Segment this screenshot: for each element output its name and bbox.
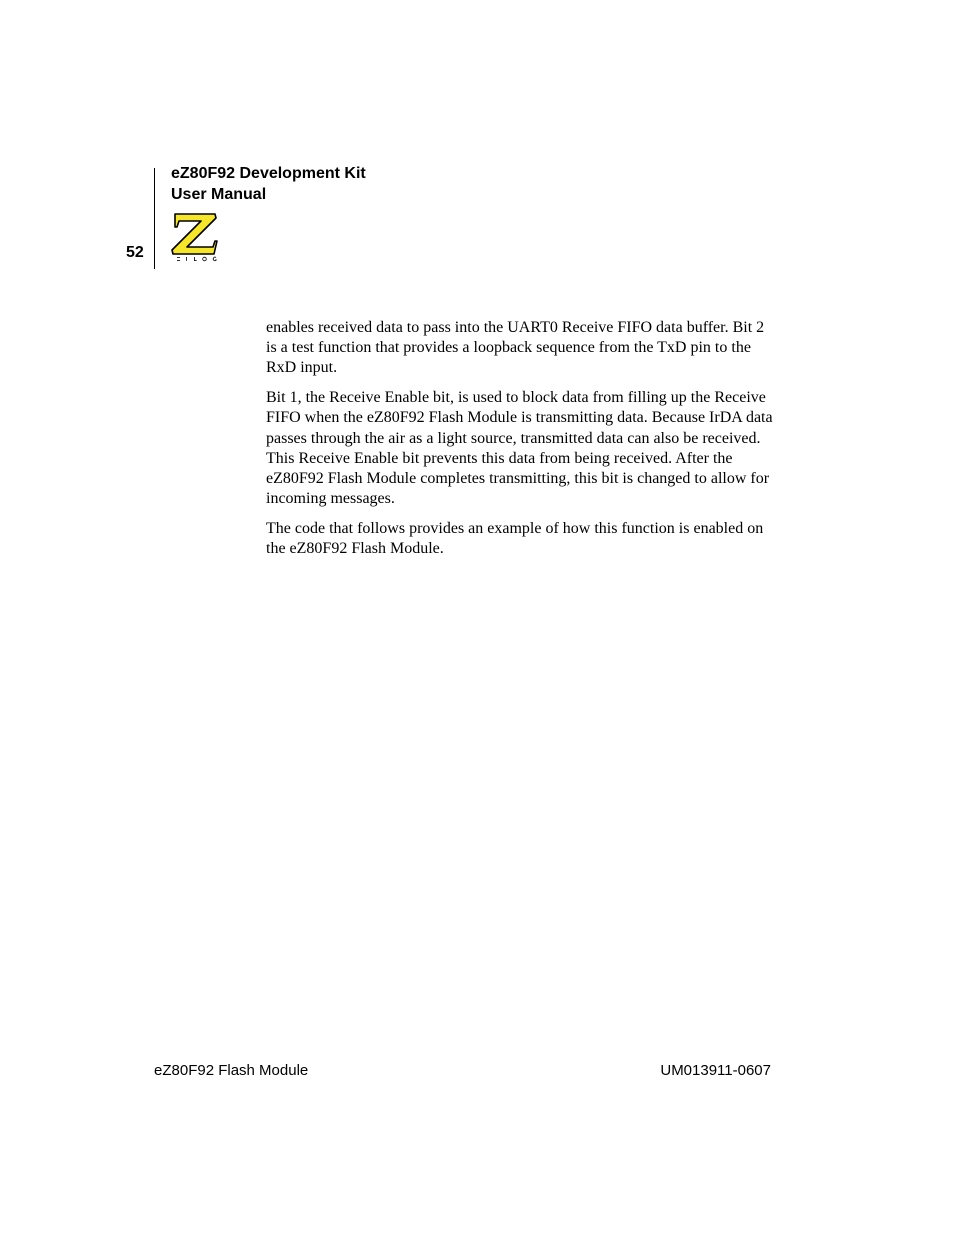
document-title-line2: User Manual (171, 186, 267, 203)
paragraph-1: enables received data to pass into the UART0 Receive FIFO data buffer. Bit 2 is a test function that provides a loopback sequence from the TxD pin to the RxD input. (266, 319, 765, 377)
paragraph-3: The code that follows provides an example of how this function is enabled on the eZ80F92 Flash Module. (266, 520, 764, 558)
paragraph-2: Bit 1, the Receive Enable bit, is used to block data from filling up the Receive FIFO when the eZ80F92 Flash Module is transmitting data. Because IrDA data passes through the air as a light source, transmitted data can also be received. This Receive Enable bit prevents this data from being received. After the eZ80F92 Flash Module completes transmitting, this bit is changed to allow for incoming messages. (266, 389, 773, 508)
footer-product-name: eZ80F92 Flash Module (154, 1062, 309, 1079)
zilog-logo-icon (169, 210, 221, 262)
header-divider (154, 168, 155, 269)
page-number: 52 (126, 244, 144, 261)
footer-document-number: UM013911-0607 (660, 1062, 771, 1079)
document-title (171, 163, 366, 205)
document-title-line1: eZ80F92 Development Kit (171, 165, 366, 182)
body-text (266, 318, 776, 569)
